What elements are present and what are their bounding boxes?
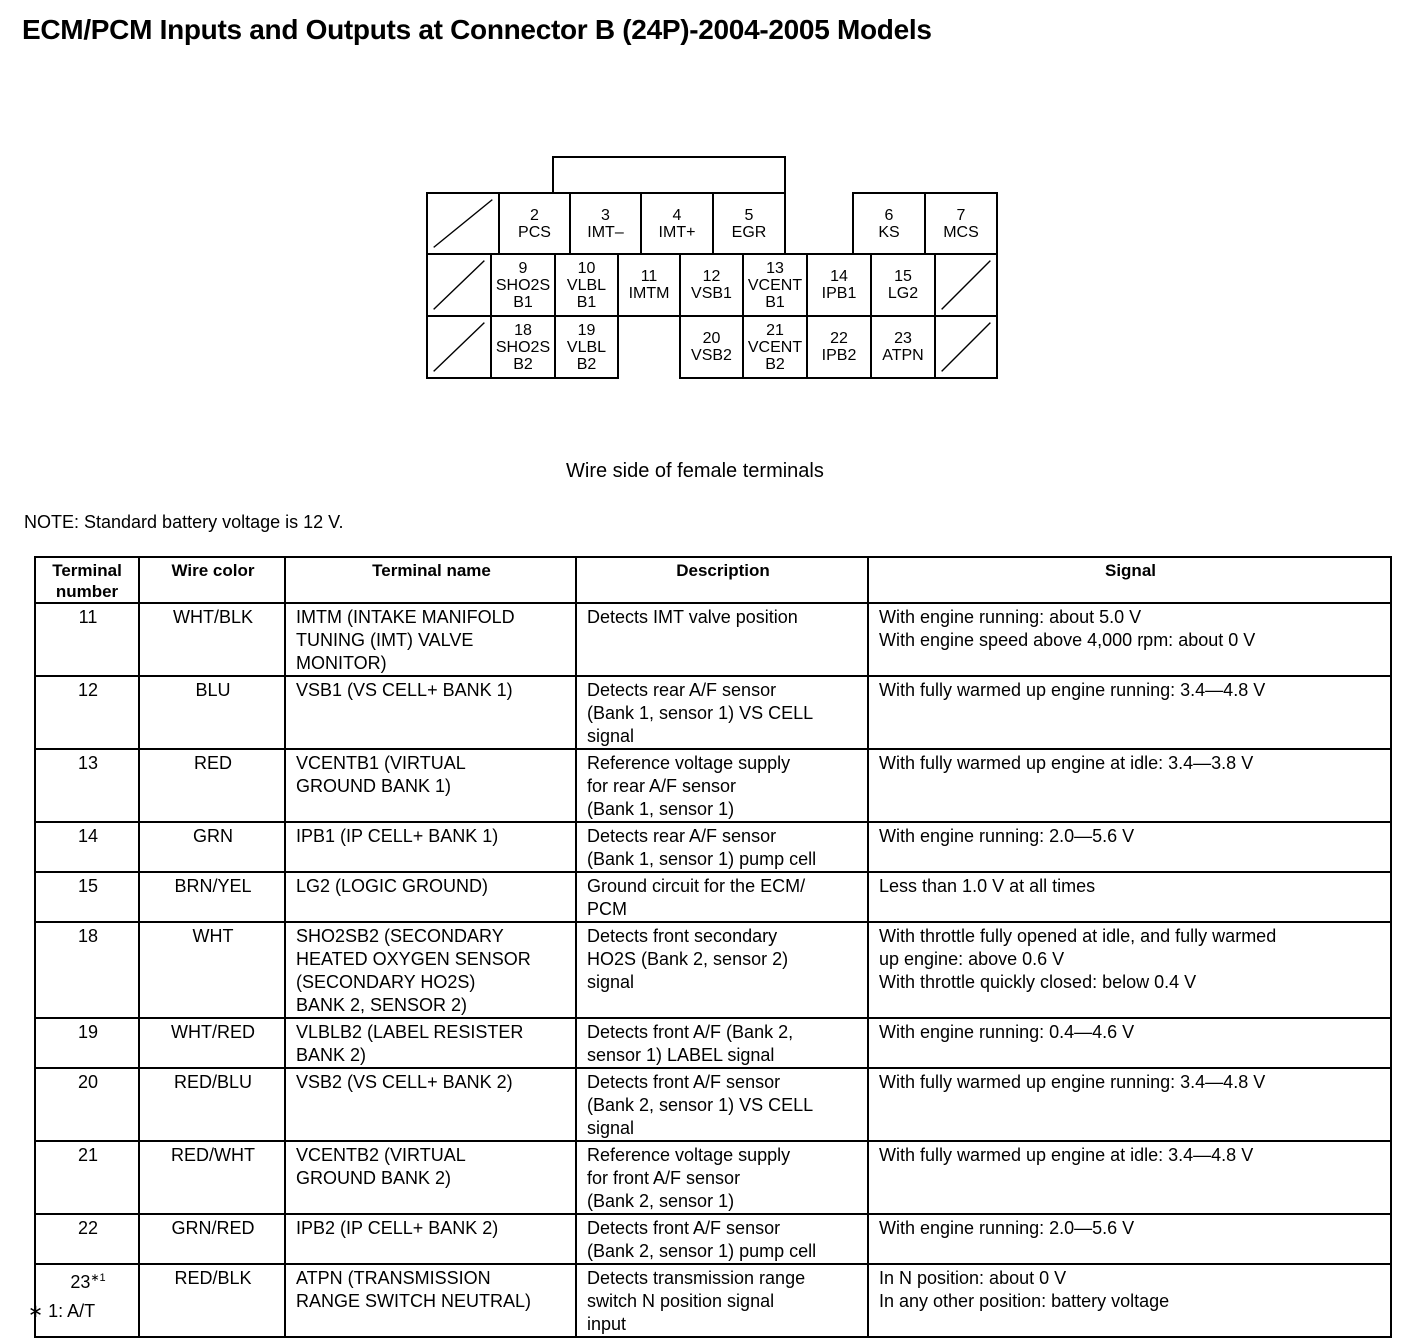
cell-terminal-name: ATPN (TRANSMISSION RANGE SWITCH NEUTRAL)	[285, 1264, 576, 1337]
terminal-label: VLBL	[566, 338, 607, 356]
terminal-label: LG2	[887, 285, 919, 302]
terminal-11	[617, 253, 681, 317]
cell-terminal-number: 11	[35, 603, 139, 676]
cell-description: Reference voltage supply for rear A/F sensor (Bank 1, sensor 1)	[576, 749, 868, 822]
cell-wire-color: RED/BLK	[139, 1264, 285, 1337]
header-description: Description	[576, 557, 868, 603]
terminal-5	[712, 192, 786, 255]
terminal-23	[870, 315, 936, 379]
connector-blank-cell	[934, 315, 998, 379]
page-title: ECM/PCM Inputs and Outputs at Connector B (24P)-2004-2005 Models	[22, 14, 932, 45]
cell-wire-color: RED/WHT	[139, 1141, 285, 1214]
cell-terminal-name: VCENTB2 (VIRTUAL GROUND BANK 2)	[285, 1141, 576, 1214]
terminal-7	[924, 192, 998, 255]
terminal-number: 2	[530, 206, 539, 224]
terminal-number: 15	[894, 268, 912, 285]
cell-signal: With fully warmed up engine running: 3.4—4.8 V	[868, 676, 1391, 749]
cell-description: Detects rear A/F sensor (Bank 1, sensor 1) pump cell	[576, 822, 868, 872]
diagram-caption: Wire side of female terminals	[566, 460, 824, 482]
cell-terminal-number: 19	[35, 1018, 139, 1068]
cell-wire-color: GRN	[139, 822, 285, 872]
cell-description: Detects front A/F sensor (Bank 2, sensor 1) VS CELL signal	[576, 1068, 868, 1141]
connector-diagram	[0, 0, 1408, 420]
terminal-label: PCS	[518, 223, 551, 241]
terminal-number: 20	[702, 330, 721, 347]
terminal-number: 10	[577, 259, 596, 277]
cell-terminal-number: 15	[35, 872, 139, 922]
cell-description: Detects rear A/F sensor (Bank 1, sensor 1) VS CELL signal	[576, 676, 868, 749]
terminal-label: KS	[878, 223, 900, 241]
terminal-number: 14	[830, 268, 848, 285]
terminal-label: IPB2	[821, 347, 857, 364]
cell-wire-color: BLU	[139, 676, 285, 749]
header-signal: Signal	[868, 557, 1391, 603]
cell-terminal-name: SHO2SB2 (SECONDARY HEATED OXYGEN SENSOR (SECONDARY HO2S) BANK 2, SENSOR 2)	[285, 922, 576, 1018]
terminal-12	[679, 253, 744, 317]
cell-description: Ground circuit for the ECM/ PCM	[576, 872, 868, 922]
table-row	[35, 1018, 1391, 1068]
cell-terminal-number: 22	[35, 1214, 139, 1264]
cell-description: Detects transmission range switch N position signal input	[576, 1264, 868, 1337]
voltage-note: NOTE: Standard battery voltage is 12 V.	[24, 512, 344, 532]
terminal-number: 9	[518, 259, 528, 277]
table-row	[35, 922, 1391, 1018]
cell-signal: With engine running: 2.0—5.6 V	[868, 1214, 1391, 1264]
terminal-label: B2	[513, 355, 533, 373]
cell-signal: In N position: about 0 V In any other position: battery voltage	[868, 1264, 1391, 1337]
table-row	[35, 1214, 1391, 1264]
cell-wire-color: RED	[139, 749, 285, 822]
cell-terminal-number: 20	[35, 1068, 139, 1141]
terminal-18	[490, 315, 556, 379]
cell-terminal-number: 13	[35, 749, 139, 822]
cell-terminal-name: LG2 (LOGIC GROUND)	[285, 872, 576, 922]
terminal-label: SHO2S	[495, 338, 551, 356]
terminal-4	[640, 192, 714, 255]
table-header-row	[35, 557, 1391, 603]
cell-description: Detects front secondary HO2S (Bank 2, sensor 2) signal	[576, 922, 868, 1018]
cell-wire-color: WHT/BLK	[139, 603, 285, 676]
cell-signal: With engine running: 2.0—5.6 V	[868, 822, 1391, 872]
connector-latch	[552, 156, 786, 194]
terminal-number: 12	[702, 268, 721, 285]
terminal-label: MCS	[943, 223, 979, 241]
terminal-10	[554, 253, 619, 317]
terminal-6	[852, 192, 926, 255]
cell-wire-color: BRN/YEL	[139, 872, 285, 922]
terminal-label: B1	[513, 293, 533, 311]
cell-signal: With engine running: about 5.0 V With engine speed above 4,000 rpm: about 0 V	[868, 603, 1391, 676]
terminal-15	[870, 253, 936, 317]
table-row	[35, 1264, 1391, 1337]
terminal-label: IMTM	[628, 285, 670, 302]
cell-description: Detects front A/F sensor (Bank 2, sensor 1) pump cell	[576, 1214, 868, 1264]
terminal-number: 19	[577, 321, 596, 339]
cell-terminal-name: VSB1 (VS CELL+ BANK 1)	[285, 676, 576, 749]
cell-terminal-number: 18	[35, 922, 139, 1018]
table-row	[35, 1141, 1391, 1214]
table-row	[35, 603, 1391, 676]
terminal-19	[554, 315, 619, 379]
terminal-13	[742, 253, 808, 317]
connector-blank-cell	[426, 253, 492, 317]
terminal-2	[498, 192, 571, 255]
io-table	[34, 556, 1392, 1338]
terminal-label: VCENT	[747, 276, 803, 294]
terminal-number: 4	[672, 206, 682, 224]
terminal-label: B1	[765, 293, 785, 311]
terminal-label: VSB1	[691, 285, 732, 302]
footnote: ∗ 1: A/T	[28, 1301, 96, 1321]
terminal-label: IPB1	[821, 285, 857, 302]
cell-wire-color: GRN/RED	[139, 1214, 285, 1264]
terminal-number: 5	[744, 206, 754, 224]
cell-terminal-number: 12	[35, 676, 139, 749]
cell-terminal-name: VSB2 (VS CELL+ BANK 2)	[285, 1068, 576, 1141]
terminal-label: IMT–	[587, 223, 624, 241]
cell-terminal-name: IMTM (INTAKE MANIFOLD TUNING (IMT) VALVE MONITOR)	[285, 603, 576, 676]
connector-blank-cell	[426, 192, 500, 255]
cell-signal: Less than 1.0 V at all times	[868, 872, 1391, 922]
table-row	[35, 1068, 1391, 1141]
terminal-label: B1	[576, 293, 597, 311]
terminal-21	[742, 315, 808, 379]
terminal-number: 21	[766, 321, 784, 339]
table-row	[35, 872, 1391, 922]
terminal-label: ATPN	[882, 347, 924, 364]
cell-terminal-name: VLBLB2 (LABEL RESISTER BANK 2)	[285, 1018, 576, 1068]
connector-blank-cell	[934, 253, 998, 317]
header-terminal-name: Terminal name	[285, 557, 576, 603]
terminal-20	[679, 315, 744, 379]
cell-terminal-number: 21	[35, 1141, 139, 1214]
cell-terminal-name: VCENTB1 (VIRTUAL GROUND BANK 1)	[285, 749, 576, 822]
cell-signal: With fully warmed up engine running: 3.4—4.8 V	[868, 1068, 1391, 1141]
cell-signal: With engine running: 0.4—4.6 V	[868, 1018, 1391, 1068]
cell-wire-color: WHT	[139, 922, 285, 1018]
terminal-label: IMT+	[658, 223, 696, 241]
cell-terminal-number: 14	[35, 822, 139, 872]
cell-terminal-name: IPB1 (IP CELL+ BANK 1)	[285, 822, 576, 872]
terminal-label: EGR	[731, 223, 767, 241]
terminal-label: VSB2	[691, 347, 732, 364]
terminal-label: B2	[576, 355, 597, 373]
cell-wire-color: RED/BLU	[139, 1068, 285, 1141]
cell-terminal-number: $23^{∗1}$	[35, 1264, 139, 1337]
cell-description: Reference voltage supply for front A/F sensor (Bank 2, sensor 1)	[576, 1141, 868, 1214]
cell-signal: With fully warmed up engine at idle: 3.4—3.8 V	[868, 749, 1391, 822]
terminal-number: 13	[766, 259, 784, 277]
terminal-9	[490, 253, 556, 317]
terminal-22	[806, 315, 872, 379]
terminal-number: 6	[884, 206, 894, 224]
terminal-number: 11	[640, 268, 658, 285]
terminal-number: 23	[894, 330, 912, 347]
terminal-label: SHO2S	[495, 276, 551, 294]
terminal-label: VLBL	[566, 276, 607, 294]
table-row	[35, 822, 1391, 872]
table-row	[35, 676, 1391, 749]
cell-wire-color: WHT/RED	[139, 1018, 285, 1068]
terminal-14	[806, 253, 872, 317]
terminal-number: 3	[601, 206, 610, 224]
terminal-label: B2	[765, 355, 785, 373]
terminal-label: VCENT	[747, 338, 803, 356]
cell-description: Detects IMT valve position	[576, 603, 868, 676]
table-body	[35, 603, 1391, 1337]
cell-signal: With fully warmed up engine at idle: 3.4—4.8 V	[868, 1141, 1391, 1214]
terminal-number: 22	[830, 330, 848, 347]
cell-description: Detects front A/F (Bank 2, sensor 1) LABEL signal	[576, 1018, 868, 1068]
connector-blank-cell	[426, 315, 492, 379]
table-row	[35, 749, 1391, 822]
terminal-number: 18	[514, 321, 532, 339]
terminal-number: 7	[956, 206, 966, 224]
terminal-3	[569, 192, 642, 255]
cell-signal: With throttle fully opened at idle, and fully warmed up engine: above 0.6 V With throttle quickly closed: below 0.4 V	[868, 922, 1391, 1018]
header-terminal-number: Terminal number	[35, 557, 139, 603]
cell-terminal-name: IPB2 (IP CELL+ BANK 2)	[285, 1214, 576, 1264]
header-wire-color: Wire color	[139, 557, 285, 603]
